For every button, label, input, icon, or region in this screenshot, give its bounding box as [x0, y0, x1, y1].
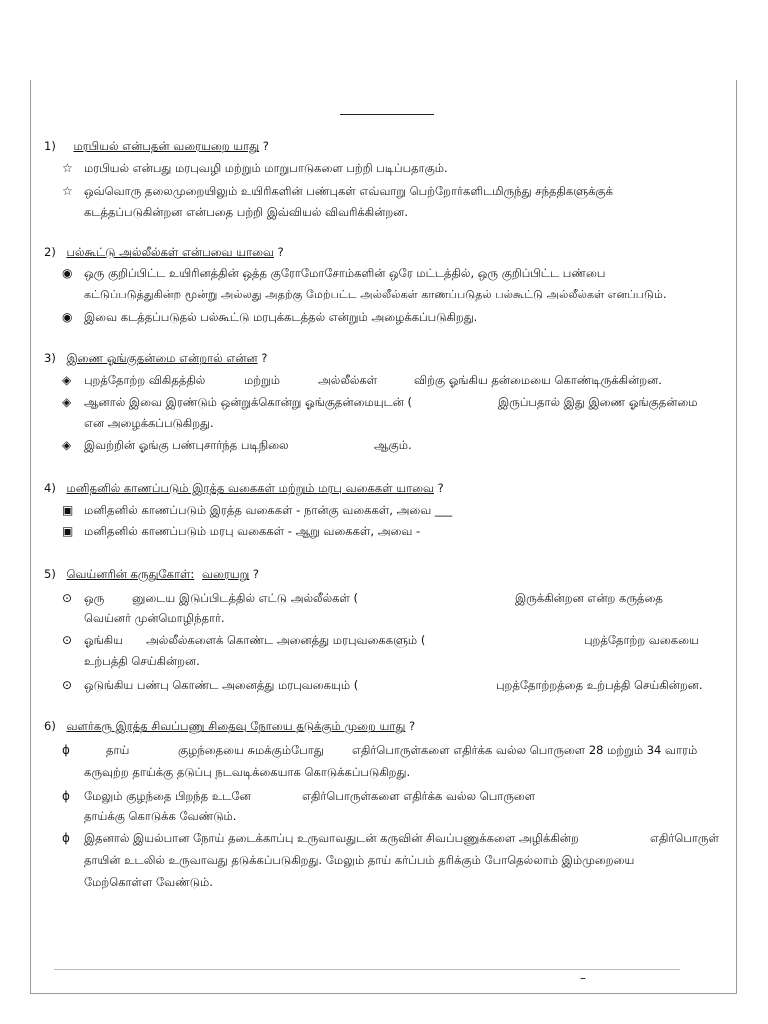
answer-line: கட்டுப்படுத்துகின்ற மூன்று அல்லது அதற்கு மேற்பட்ட அல்லீல்கள் காணப்படுதல் பல்கூட்டு அல்லீல்கள் எனப்படும்.: [84, 288, 667, 301]
question-title: இணை ஓங்குதன்மை என்றால் என்ன: [66, 351, 258, 365]
question-1-heading: [44, 138, 269, 154]
question-mark: ?: [249, 567, 260, 581]
answer-line: இவை கடத்தப்படுதல் பல்கூட்டு மரபுக்கடத்தல் என்றும் அழைக்கப்படுகிறது.: [84, 310, 478, 324]
question-number: 6): [44, 719, 56, 733]
diamond-bullet-icon: ◈: [62, 373, 72, 387]
question-number: 2): [44, 245, 56, 259]
question-title: மரபியல் என்பதன் வரையறை யாது: [73, 139, 260, 153]
answer-line: தாயின் உடலில் உருவாவது தடுக்கப்படுகிறது. மேலும் தாய் கர்ப்பம் தரிக்கும் போதெல்லாம் இம்முறையை: [84, 853, 635, 867]
diamond-bullet-icon: ◈: [62, 438, 72, 452]
answer-line: விற்கு ஓங்கிய தன்மையை கொண்டிருக்கின்றன.: [414, 373, 662, 387]
question-6-heading: [44, 718, 415, 734]
question-colon: :: [190, 567, 195, 581]
circle-bullet-icon: ◉: [62, 266, 73, 280]
answer-line: தாய்க்கு கொடுக்க வேண்டும்.: [84, 809, 237, 823]
question-title: வளர்கரு இரத்த சிவப்பணு சிதைவு நோயை தடுக்கும் முறை யாது: [66, 719, 406, 733]
answer-line: புறத்தோற்ற விகிதத்தில்: [84, 373, 206, 387]
answer-line: மற்றும்: [244, 373, 280, 387]
question-mark: ?: [273, 245, 284, 259]
question-4-heading: [44, 480, 444, 496]
square-bullet-icon: ▣: [62, 524, 74, 538]
question-2-heading: [44, 244, 284, 260]
star-bullet-icon: ☆: [62, 184, 73, 198]
answer-line: எதிர்பொருள்: [650, 831, 719, 845]
dot-circle-bullet-icon: ⊙: [62, 633, 73, 647]
answer-line: ஒடுங்கிய பண்பு கொண்ட அனைத்து மரபுவகையும் (: [84, 678, 359, 692]
answer-line: ஆனால் இவை இரண்டும் ஒன்றுக்கொன்று ஓங்குதன்மையுடன் (: [84, 395, 413, 409]
question-mark: ?: [257, 351, 268, 365]
answer-line: புறத்தோற்றத்தை உற்பத்தி செய்கின்றன.: [496, 678, 703, 692]
answer-line: இருக்கின்றன என்ற கருத்தை: [515, 591, 663, 605]
phi-bullet-icon: ɸ: [62, 831, 70, 845]
answer-line: இவற்றின் ஓங்கு பண்புசார்ந்த படிநிலை: [84, 438, 289, 452]
question-mark: ?: [259, 139, 269, 153]
dot-circle-bullet-icon: ⊙: [62, 591, 73, 605]
phi-bullet-icon: ɸ: [62, 743, 70, 757]
star-bullet-icon: ☆: [62, 161, 73, 175]
answer-line: என அழைக்கப்படுகிறது.: [84, 416, 214, 430]
answer-line: மரபியல் என்பது மரபுவழி மற்றும் மாறுபாடுகளை பற்றி படிப்பதாகும்.: [84, 161, 448, 175]
answer-line: ஒரு: [84, 591, 105, 605]
circle-bullet-icon: ◉: [62, 310, 73, 324]
answer-line: ஒரு குறிப்பிட்ட உயிரினத்தின் ஒத்த குரோமோசோம்களின் ஒரே மட்டத்தில், ஒரு குறிப்பிட்ட பண்பை: [84, 266, 606, 280]
question-mark: ?: [434, 481, 444, 495]
answer-line: கருவுற்ற தாய்க்கு தடுப்பு நடவடிக்கையாக கொடுக்கப்படுகிறது.: [84, 765, 411, 779]
answer-line: எதிர்பொருள்களை எதிர்க்க வல்ல பொருளை 28 மற்றும் 34 வாரம்: [352, 743, 698, 757]
answer-line: எதிர்பொருள்களை எதிர்க்க வல்ல பொருளை: [302, 789, 536, 803]
question-number: 3): [44, 351, 56, 365]
question-title: மனிதனில் காணப்படும் இரத்த வகைகள் மற்றும் மரபு வகைகள் யாவை: [66, 481, 435, 495]
question-title-2: வரையறு: [201, 567, 250, 581]
answer-line: மேற்கொள்ள வேண்டும்.: [84, 875, 213, 889]
diamond-bullet-icon: ◈: [62, 395, 72, 409]
question-number: 1): [44, 139, 56, 153]
question-3-heading: [44, 350, 267, 366]
answer-line: மனிதனில் காணப்படும் இரத்த வகைகள் - நான்கு வகைகள், அவை ___: [84, 503, 453, 517]
answer-line: ஓங்கிய: [84, 633, 124, 647]
answer-line: குழந்தையை சுமக்கும்போது: [178, 743, 324, 757]
answer-line: இதனால் இயல்பான நோய் தடைக்காப்பு உருவாவதுடன் கருவின் சிவப்பணுக்களை அழிக்கின்ற: [84, 831, 579, 845]
square-bullet-icon: ▣: [62, 503, 74, 517]
footer-rule: [54, 969, 680, 970]
answer-line: மேலும் குழந்தை பிறந்த உடனே: [84, 789, 251, 803]
answer-line: னுடைய இடுப்பிடத்தில் எட்டு அல்லீல்கள் (: [132, 591, 359, 605]
answer-line: உற்பத்தி செய்கின்றன.: [84, 654, 200, 668]
dot-circle-bullet-icon: ⊙: [62, 678, 73, 692]
answer-line: அல்லீல்களைக் கொண்ட அனைத்து மரபுவகைகளும் (: [146, 633, 426, 647]
answer-line: அல்லீல்கள்: [318, 373, 378, 387]
answer-line: ஆகும்.: [374, 438, 412, 452]
answer-line: ஒவ்வொரு தலைமுறையிலும் உயிரிகளின் பண்புகள் எவ்வாறு பெற்றோர்களிடமிருந்து சந்ததிகளுக்குக்: [84, 184, 613, 198]
phi-bullet-icon: ɸ: [62, 789, 70, 803]
header-rule: [340, 114, 434, 115]
footer-mark: –: [580, 971, 586, 985]
answer-line: தாய்: [106, 743, 130, 757]
question-number: 4): [44, 481, 56, 495]
question-5-heading: [44, 566, 259, 582]
answer-line: கடத்தப்படுகின்றன என்பதை பற்றி இவ்வியல் விவரிக்கின்றன.: [84, 205, 408, 219]
question-title: வெய்னரின் கருதுகோள்: [66, 567, 191, 581]
answer-line: இருப்பதால் இது இணை ஓங்குதன்மை: [498, 395, 698, 409]
question-number: 5): [44, 567, 56, 581]
question-mark: ?: [405, 719, 416, 733]
answer-line: மனிதனில் காணப்படும் மரபு வகைகள் - ஆறு வகைகள், அவை -: [84, 524, 421, 538]
answer-line: புறத்தோற்ற வகையை: [584, 633, 699, 647]
answer-line: வெய்னர் முன்மொழிந்தார்.: [84, 611, 225, 625]
question-title: பல்கூட்டு அல்லீல்கள் என்பவை யாவை: [66, 245, 274, 259]
